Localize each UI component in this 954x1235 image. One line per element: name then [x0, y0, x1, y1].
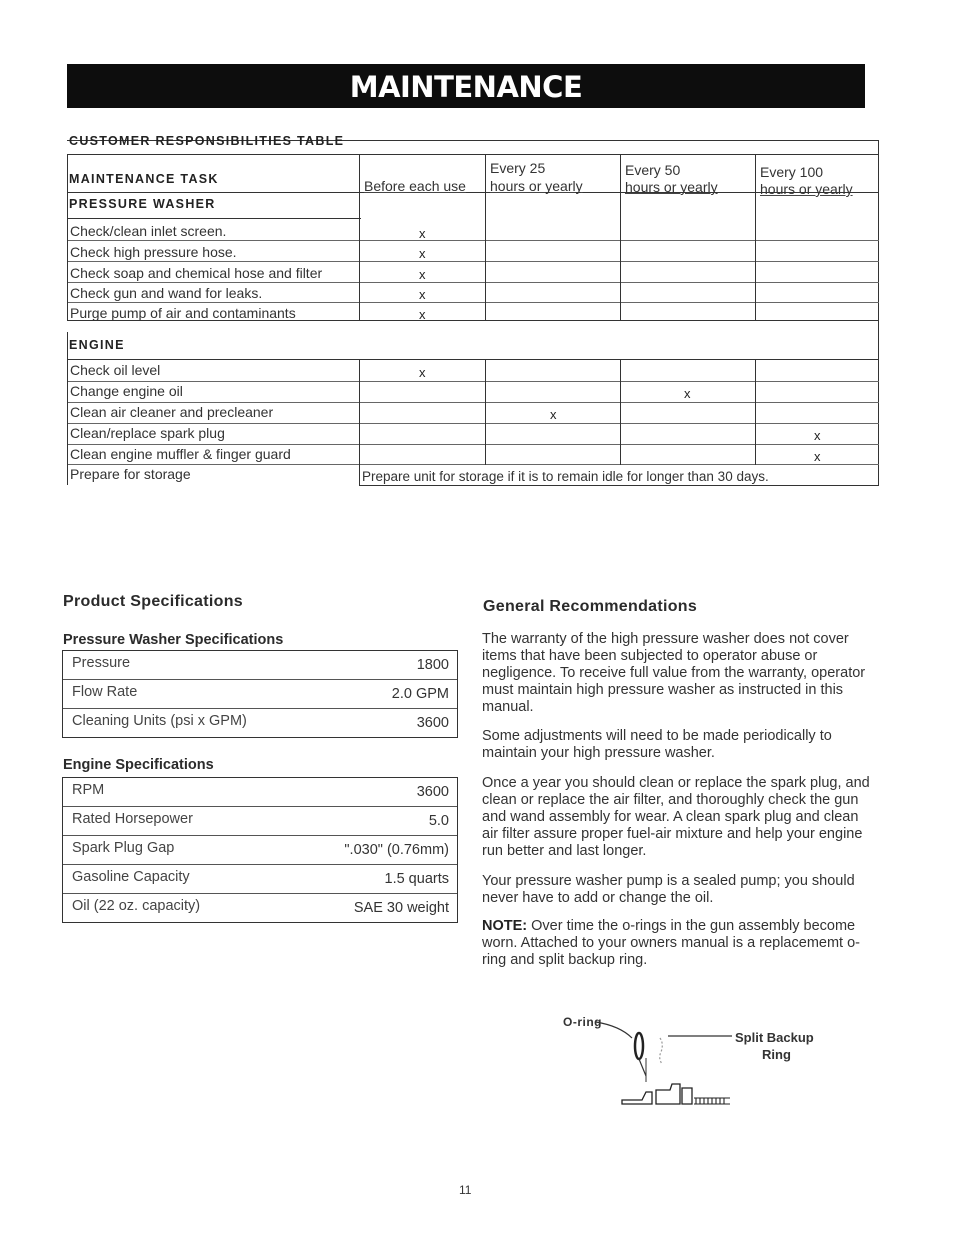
task-label: Clean engine muffler & finger guard [70, 446, 291, 462]
section-header-pressure-washer: PRESSURE WASHER [69, 197, 216, 211]
page-title: MAINTENANCE [349, 70, 583, 104]
oring-leader-line [596, 1022, 632, 1038]
column-header-every-25: Every 25 [490, 160, 546, 176]
spec-label: Cleaning Units (psi x GPM) [72, 713, 247, 729]
task-label: Check/clean inlet screen. [70, 223, 227, 239]
oring-pointer [639, 1059, 646, 1076]
spec-row [63, 836, 457, 865]
note-text: Over time the o-rings in the gun assembly become worn. Attached to your owners manual is a replacememt o-ring and split backup ring. [482, 918, 860, 968]
engine-specs-title: Engine Specifications [63, 757, 214, 773]
task-label: Check gun and wand for leaks. [70, 285, 263, 301]
task-mark: x [814, 449, 821, 464]
spec-value: 2.0 GPM [391, 686, 449, 702]
split-backup-label: Split Backup [735, 1030, 814, 1045]
spec-row [63, 651, 457, 680]
task-mark: x [550, 407, 557, 422]
column-header-every-100: Every 100 [760, 164, 824, 180]
gun-body-part [656, 1084, 680, 1104]
task-mark: x [684, 386, 691, 401]
recommendation-paragraph: The warranty of the high pressure washer does not cover items that have been subjected to operator abuse or negligence. To receive full value from the warranty, operator must maintain high pressure washer as instructed in this manual. [482, 631, 866, 715]
task-mark: x [419, 287, 426, 302]
gun-fitting-part [682, 1088, 692, 1104]
engine-specs-table [62, 777, 458, 923]
task-mark: x [419, 226, 426, 241]
note-label: NOTE: [482, 918, 528, 934]
spec-label: Flow Rate [72, 684, 138, 700]
oring-diagram [560, 1018, 740, 1113]
title-banner [67, 64, 865, 108]
spec-label: Spark Plug Gap [72, 840, 175, 856]
page-number: 11 [459, 1183, 472, 1197]
spec-value: 5.0 [428, 813, 449, 829]
gun-threads [694, 1098, 730, 1104]
backup-ring-shape [660, 1038, 663, 1064]
task-mark: x [419, 365, 426, 380]
recommendation-paragraph: Once a year you should clean or replace the spark plug, and clean or replace the air filter, and thoroughly check the gun and wand assembly for wear. A clean spark plug and clean air filter assure proper fuel-air mixture and help your engine run better and last longer. [482, 775, 870, 859]
spec-value: 3600 [416, 784, 449, 800]
spec-row [63, 807, 457, 836]
task-mark: x [814, 428, 821, 443]
spec-row [63, 865, 457, 894]
spec-label: Gasoline Capacity [72, 869, 190, 885]
column-header-every-100-sub: hours or yearly [760, 181, 853, 197]
column-header-before-each-use: Before each use [364, 178, 466, 194]
oring-shape [635, 1033, 643, 1059]
task-label: Change engine oil [70, 383, 183, 399]
task-label: Check high pressure hose. [70, 244, 237, 260]
product-specifications-title: Product Specifications [63, 593, 243, 610]
task-label: Clean/replace spark plug [70, 425, 225, 441]
pressure-washer-specs-title: Pressure Washer Specifications [63, 632, 284, 648]
spec-value: 1.5 quarts [384, 871, 449, 887]
spec-row [63, 778, 457, 807]
section-header-engine: ENGINE [69, 338, 125, 352]
spec-value: 3600 [416, 715, 449, 731]
gun-nozzle-part [622, 1092, 652, 1104]
column-header-every-50-sub: hours or yearly [625, 179, 718, 195]
task-label: Check oil level [70, 362, 161, 378]
task-column-header: MAINTENANCE TASK [69, 172, 219, 186]
note-paragraph [482, 918, 877, 969]
recommendation-paragraph: Some adjustments will need to be made periodically to maintain your high pressure washer. [482, 728, 832, 761]
spec-value: 1800 [416, 657, 449, 673]
task-label: Prepare for storage [70, 466, 191, 482]
spec-label: RPM [72, 782, 105, 798]
task-mark: x [419, 246, 426, 261]
task-mark: x [419, 267, 426, 282]
spec-row [63, 680, 457, 709]
spec-label: Pressure [72, 655, 131, 671]
spec-label: Rated Horsepower [72, 811, 193, 827]
spec-value: SAE 30 weight [353, 900, 449, 916]
split-backup-label-line2: Ring [762, 1047, 791, 1062]
task-label: Purge pump of air and contaminants [70, 305, 296, 321]
storage-note: Prepare unit for storage if it is to remain idle for longer than 30 days. [362, 469, 769, 484]
task-label: Clean air cleaner and precleaner [70, 404, 274, 420]
spec-row [63, 709, 457, 737]
general-recommendations-title: General Recommendations [483, 598, 698, 615]
maintenance-table [65, 132, 879, 486]
column-header-every-50: Every 50 [625, 162, 681, 178]
recommendation-paragraph: Your pressure washer pump is a sealed pump; you should never have to add or change the oil. [482, 873, 855, 906]
task-label: Check soap and chemical hose and filter [70, 265, 323, 281]
column-header-every-25-sub: hours or yearly [490, 178, 583, 194]
task-mark: x [419, 307, 426, 322]
table-title: CUSTOMER RESPONSIBILITIES TABLE [69, 134, 345, 148]
spec-label: Oil (22 oz. capacity) [72, 898, 201, 914]
spec-row [63, 894, 457, 922]
spec-value: ".030" (0.76mm) [344, 842, 449, 858]
oring-label: O-ring [563, 1015, 602, 1029]
pressure-washer-specs-table [62, 650, 458, 738]
